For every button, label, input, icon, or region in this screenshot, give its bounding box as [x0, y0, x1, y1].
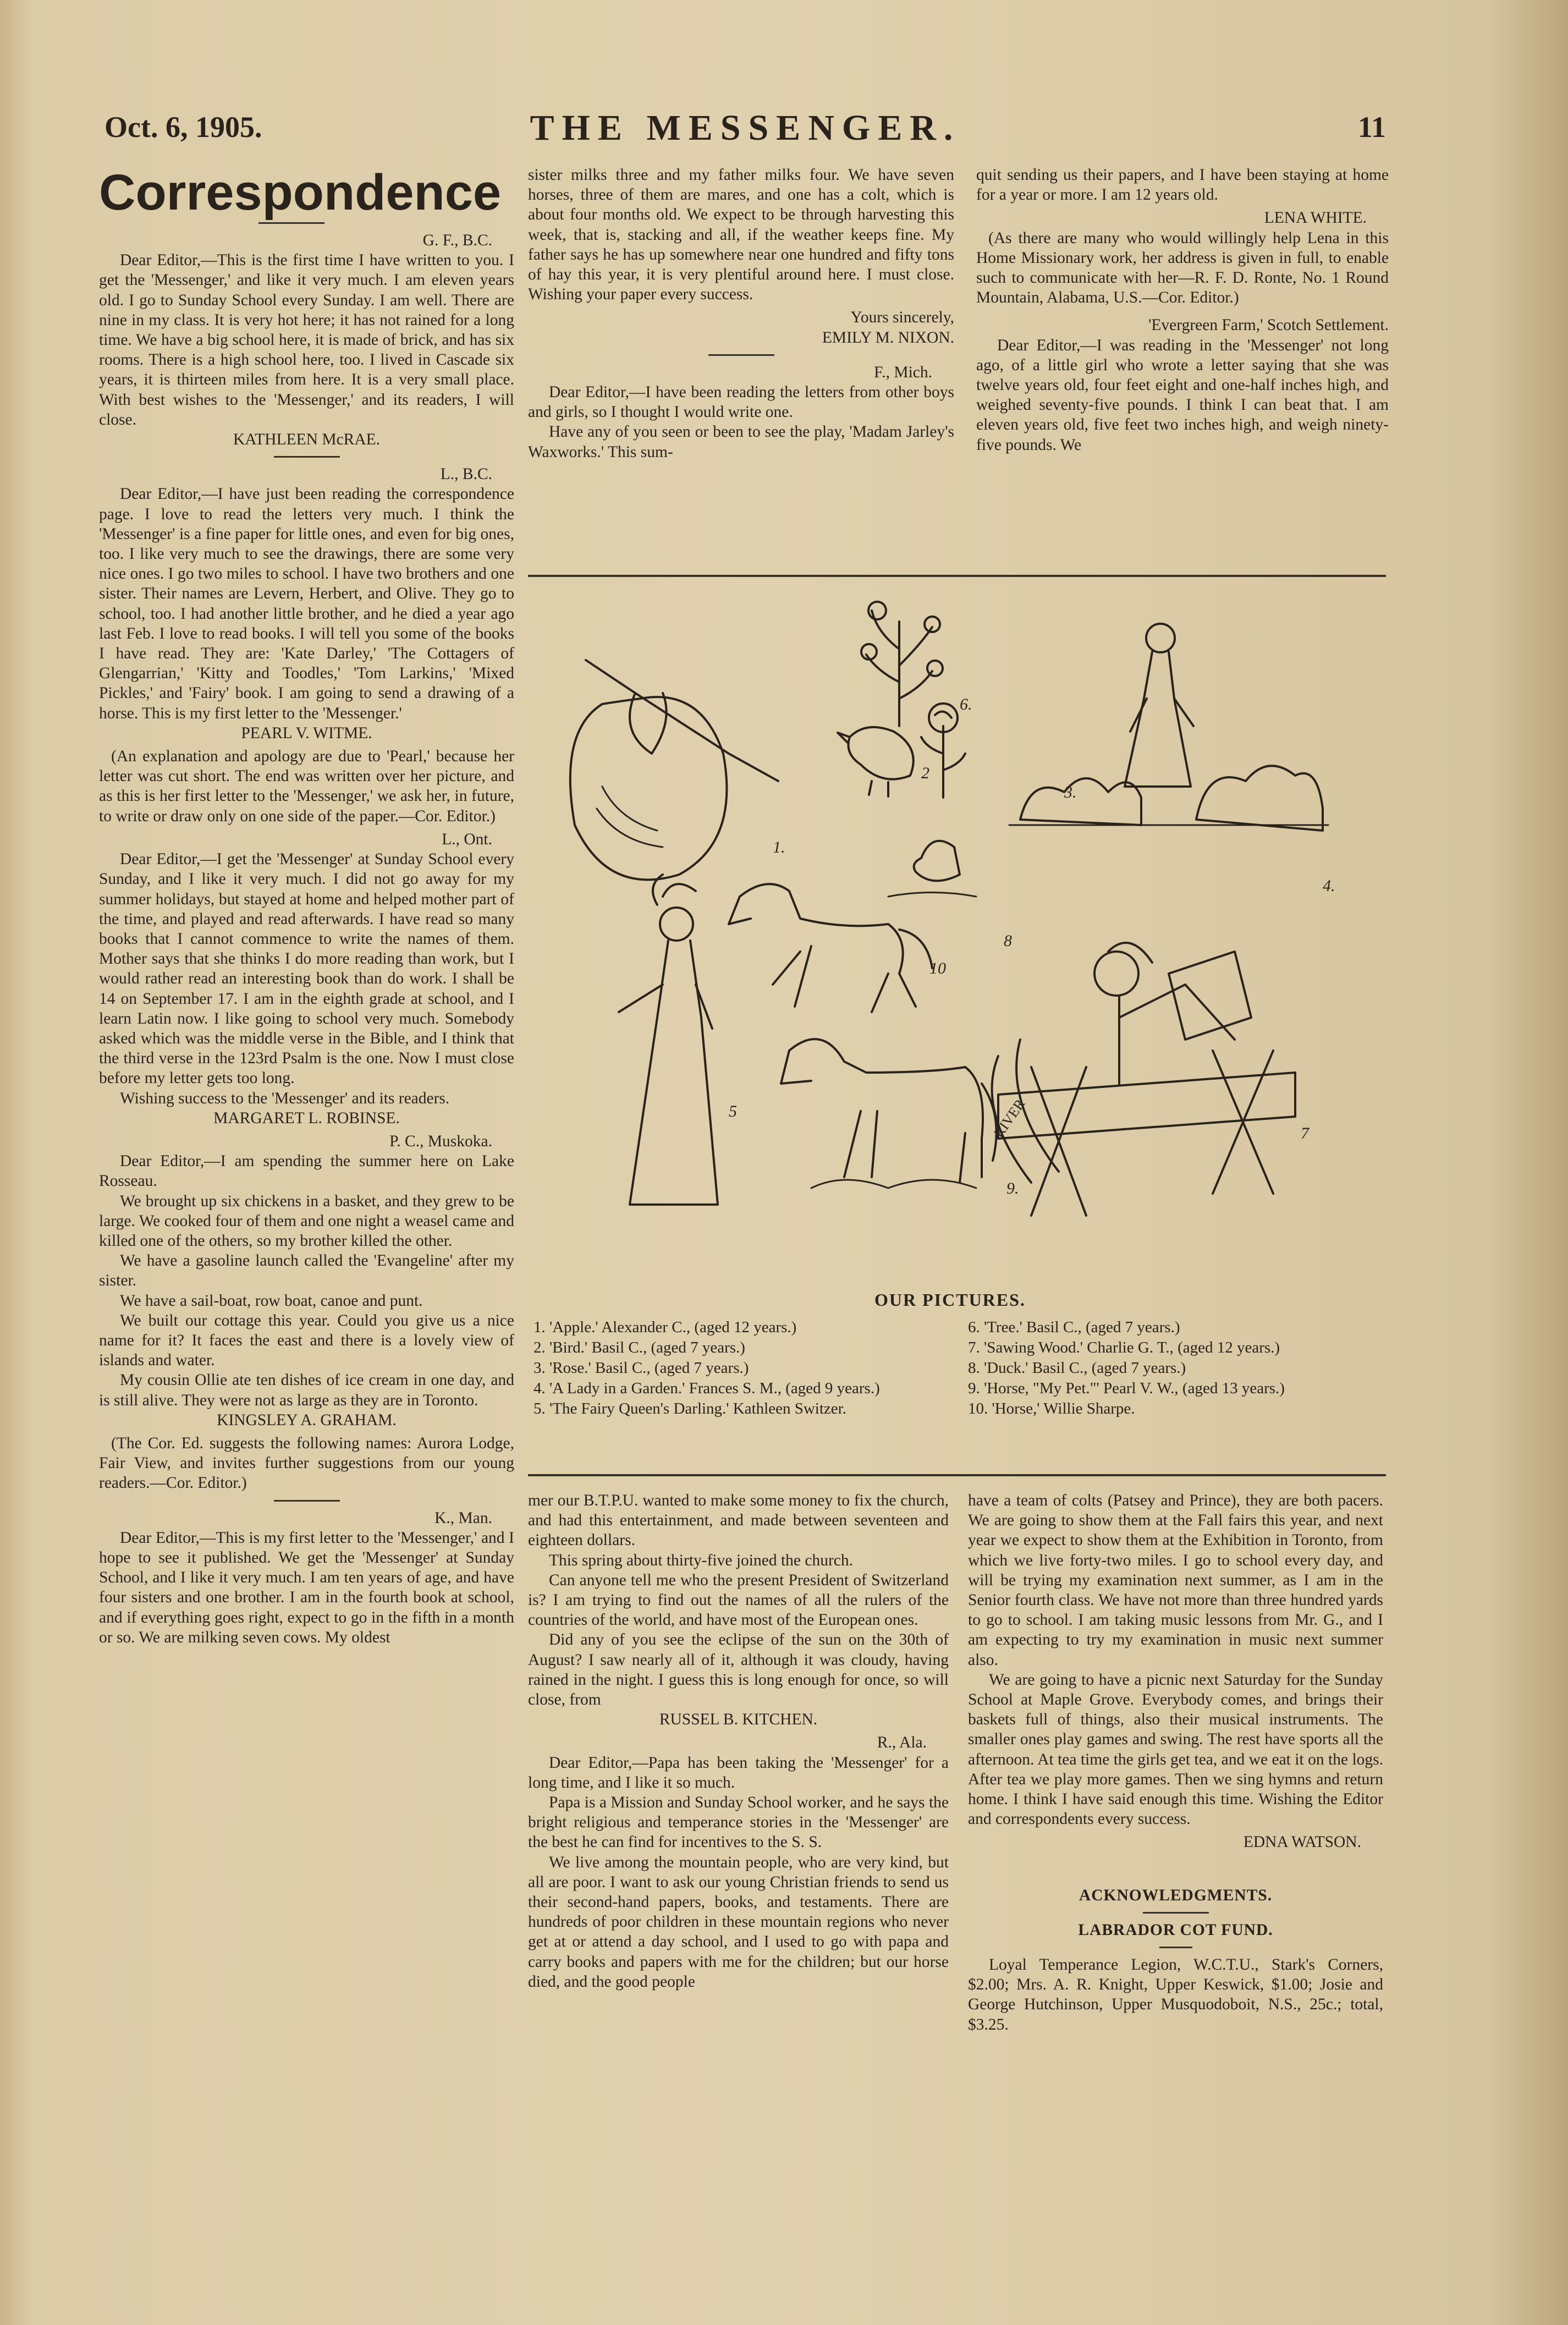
- letter-closing: Yours sincerely,: [850, 309, 954, 327]
- drawing-tree: [861, 602, 943, 726]
- column-2-top: [528, 165, 954, 462]
- section-title: Correspondence: [99, 164, 502, 221]
- editor-note: (The Cor. Ed. suggests the following names: Aurora Lodge, Fair View, and invites further suggestions from our young readers.—Cor. Editor.): [99, 1434, 514, 1492]
- divider: [1143, 1912, 1209, 1914]
- letter-place: F., Mich.: [874, 363, 932, 381]
- pictures-caption-right: [968, 1317, 1391, 1419]
- letter-body: mer our B.T.P.U. wanted to make some money to fix the church, and had this entertainment, and made between seventeen and eighteen dollars.: [528, 1492, 949, 1549]
- letter-body: My cousin Ollie ate ten dishes of ice cream in one day, and is still alive. They were not as large as they are in Toronto.: [99, 1371, 514, 1409]
- picture-number: 1.: [773, 838, 785, 856]
- divider: [274, 1500, 340, 1502]
- letter-body: Wishing success to the 'Messenger' and its readers.: [120, 1089, 450, 1107]
- letter-signature: MARGARET L. ROBINSE.: [213, 1109, 400, 1127]
- drawing-bird: [838, 727, 914, 796]
- letter-place: K., Man.: [434, 1509, 492, 1527]
- letter-body: This spring about thirty-five joined the church.: [549, 1551, 853, 1569]
- letter-signature: LENA WHITE.: [1264, 209, 1367, 227]
- acknowledgments-heading: ACKNOWLEDGMENTS.: [1079, 1886, 1273, 1904]
- section-rule: [528, 575, 1386, 577]
- section-rule: [528, 1474, 1386, 1476]
- caption-item: 2. 'Bird.' Basil C., (aged 7 years.): [533, 1339, 745, 1356]
- letter-body: Dear Editor,—I was reading in the 'Messenger' not long ago, of a little girl who wrote a letter saying that she was twelve years old, four feet eight and one-half inches high, and weighed seventy-five pounds. I think I can beat that. I am eleven years old, five feet two inches high, and weigh ninety-five pounds. We: [976, 336, 1389, 454]
- letter-body: quit sending us their papers, and I have been staying at home for a year or more. I am 12 years old.: [976, 166, 1389, 204]
- picture-number: 8: [1004, 932, 1012, 950]
- letter-body: We have a gasoline launch called the 'Evangeline' after my sister.: [99, 1252, 514, 1290]
- editor-note: (An explanation and apology are due to 'Pearl,' because her letter was cut short. The end was written over her picture, and as this is her first letter to the 'Messenger,' we ask her, in future, to write or draw only on one side of the paper.—Cor. Editor.): [99, 747, 514, 825]
- letter-body: We built our cottage this year. Could you give us a nice name for it? It faces the east and there is a lovely view of islands and water.: [99, 1311, 514, 1370]
- letter-body: Dear Editor,—This is the first time I have written to you. I get the 'Messenger,' and like it very much. I am eleven years old. I go to Sunday School every Sunday. I am well. There are nine in my class. It is very hot here; it has not rained for a long time. We have a big school here, it is made of brick, and has six rooms. There is a high school here, too. I lived in Cascade six years, it is thirteen miles from here. It is a very small place. With best wishes to the 'Messenger,' and its readers, I will close.: [99, 251, 514, 428]
- letter-place: P. C., Muskoka.: [389, 1132, 492, 1150]
- drawing-duck: [888, 841, 976, 897]
- letter-body: sister milks three and my father milks four. We have seven horses, three of them are mares, and one has a colt, which is about four months old. We expect to be through harvesting this week, that is, stacking and all, if the weather keeps fine. My father says he has up somewhere near one hundred and fifty tons of hay this year, it is very plentiful around here. I must close. Wishing your paper every success.: [528, 166, 954, 304]
- fund-body: Loyal Temperance Legion, W.C.T.U., Stark's Corners, $2.00; Mrs. A. R. Knight, Upper Keswick, $1.00; Josie and George Hutchinson, Upper Musquodoboit, N.S., 25c.; total, $3.25.: [968, 1956, 1383, 2033]
- caption-item: 10. 'Horse,' Willie Sharpe.: [968, 1400, 1135, 1417]
- drawing-sawing-wood: [998, 943, 1295, 1216]
- column-3-top: [976, 165, 1389, 455]
- letter-body: We live among the mountain people, who are very kind, but all are poor. I want to ask our young Christian friends to send us their second-hand papers, books, and testaments. There are hundreds of poor children in these mountain regions who never get at or attend a day school, and I used to go with papa and carry books and papers with me for the children; but our horse died, and the good people: [528, 1853, 949, 1991]
- picture-number: 7: [1301, 1124, 1309, 1142]
- column-1: [99, 165, 514, 1647]
- caption-item: 6. 'Tree.' Basil C., (aged 7 years.): [968, 1318, 1180, 1336]
- drawing-river: [992, 1040, 1059, 1183]
- letter-body: Dear Editor,—I have been reading the letters from other boys and girls, so I thought I would write one.: [528, 383, 954, 421]
- editor-note: (As there are many who would willingly help Lena in this Home Missionary work, her address is given in full, to enable such to communicate with her—R. F. D. Ronte, No. 1 Round Mountain, Alabama, U.S.—Cor. Editor.): [976, 229, 1389, 307]
- picture-number: 6.: [960, 695, 972, 713]
- spacer: [968, 1853, 1383, 1886]
- letter-signature: EDNA WATSON.: [1243, 1833, 1361, 1851]
- letter-body: Dear Editor,—Papa has been taking the 'Messenger' for a long time, and I like it so much.: [528, 1754, 949, 1791]
- river-label: RIVER: [991, 1096, 1028, 1141]
- letter-signature: EMILY M. NIXON.: [822, 328, 954, 347]
- issue-date: Oct. 6, 1905.: [104, 111, 262, 144]
- masthead-title: THE MESSENGER.: [530, 108, 961, 148]
- fund-heading: LABRADOR COT FUND.: [1078, 1921, 1273, 1939]
- picture-number: 4.: [1323, 877, 1335, 895]
- letter-place: L., Ont.: [442, 830, 492, 848]
- letter-body: Dear Editor,—I get the 'Messenger' at Sunday School every Sunday, and I like it very much. I did not go away for my summer holidays, but stayed at home and helped mother part of the time, and played and read afterwards. I have read so many books that I cannot commence to write the names of them. Mother says that she thinks I do more reading than work, but I would rather read an interesting book than do work. I shall be 14 on September 17. I am in the eighth grade at school, and I learn Latin now. I like going to school very much. Somebody asked which was the middle verse in the Bible, and I think that the third verse in the 123rd Psalm is the one. Now I must close before my letter gets too long.: [99, 850, 514, 1087]
- readers-drawings: [536, 589, 1394, 1293]
- page-number: 11: [1357, 111, 1386, 144]
- letter-body: Dear Editor,—I have just been reading the correspondence page. I love to read the letters very much. I think the 'Messenger' is a fine paper for little ones, and even for big ones, too. I like very much to see the drawings, there are some very nice ones. I go two miles to school. I have two brothers and one sister. Their names are Levern, Herbert, and Olive. They go to school, too. I had another little brother, and he died a year ago last Feb. I love to read books. I will tell you some of the books I have read. They are: 'Kate Darley,' 'The Cottagers of Glengarrian,' 'Kitty and Toodles,' 'Tom Larkins,' 'Mixed Pickles,' and 'Fairy' book. I am going to send a drawing of a horse. This is my first letter to the 'Messenger.': [99, 485, 514, 722]
- letter-body: Dear Editor,—This is my first letter to the 'Messenger,' and I hope to see it published. We get the 'Messenger' at Sunday School, and I like it very much. I am ten years of age, and have four sisters and one brother. I am in the fourth book at school, and if everything goes right, expect to go in the fifth in a month or so. We are milking seven cows. My oldest: [99, 1529, 514, 1646]
- pictures-caption-left: [533, 1317, 951, 1419]
- pictures-heading: OUR PICTURES.: [874, 1290, 1026, 1310]
- letter-place: G. F., B.C.: [422, 232, 492, 249]
- drawing-rose: [921, 703, 965, 798]
- picture-number: 5: [729, 1102, 737, 1120]
- letter-body: We are going to have a picnic next Saturday for the Sunday School at Maple Grove. Everybody comes, and brings their baskets full of things, also their musical instruments. The smaller ones play games and swing. The rest have sports all the afternoon. At tea time the girls get tea, and we eat it on the logs. After tea we play more games. Then we sing hymns and return home. I think I have said enough this time. Wishing the Editor and correspondents every success.: [968, 1670, 1383, 1828]
- letter-signature: RUSSEL B. KITCHEN.: [659, 1711, 818, 1729]
- caption-item: 5. 'The Fairy Queen's Darling.' Kathleen Switzer.: [533, 1400, 846, 1417]
- letter-body: We brought up six chickens in a basket, and they grew to be large. We cooked four of them and one night a weasel came and killed one of the others, so my brother killed the other.: [99, 1192, 514, 1250]
- drawing-lady-in-garden: [1009, 624, 1328, 831]
- letter-body: have a team of colts (Patsey and Prince), they are both pacers. We are going to show them at the Fall fairs this year, and next year we expect to show them at the Exhibition in Toronto, from which we live forty-two miles. I go to school every day, and will be trying my examination next summer, as I am in the Senior fourth class. We have not more than three hundred yards to go to school. I am taking music lessons from Mr. G., and I am expecting to try my examination in music next summer also.: [968, 1492, 1383, 1669]
- divider: [258, 222, 324, 224]
- caption-item: 3. 'Rose.' Basil C., (aged 7 years.): [533, 1359, 749, 1377]
- caption-item: 9. 'Horse, "My Pet."' Pearl V. W., (aged 13 years.): [968, 1379, 1285, 1397]
- divider: [274, 456, 340, 458]
- letter-body: Can anyone tell me who the present President of Switzerland is? I am trying to find out the names of all the rulers of the countries of the world, and have most of the European ones.: [528, 1571, 949, 1629]
- letter-place: L., B.C.: [440, 465, 492, 483]
- picture-number: 3.: [1064, 783, 1077, 801]
- caption-item: 7. 'Sawing Wood.' Charlie G. T., (aged 12 years.): [968, 1339, 1280, 1356]
- drawing-apple: [570, 660, 778, 880]
- picture-number: 10: [929, 959, 946, 977]
- drawing-fairy-queen: [619, 875, 718, 1205]
- caption-item: 8. 'Duck.' Basil C., (aged 7 years.): [968, 1359, 1186, 1377]
- letter-body: Did any of you see the eclipse of the sun on the 30th of August? I saw nearly all of it, although it was cloudy, having rained in the night. I guess this is long enough for once, so will close, from: [528, 1631, 949, 1709]
- drawing-horse-my-pet: [781, 1039, 997, 1188]
- column-2-bottom: [528, 1491, 949, 1992]
- letter-signature: PEARL V. WITME.: [241, 724, 372, 742]
- letter-body: Have any of you seen or been to see the play, 'Madam Jarley's Waxworks.' This sum-: [528, 423, 954, 461]
- caption-item: 4. 'A Lady in a Garden.' Frances S. M., (aged 9 years.): [533, 1379, 880, 1397]
- column-3-bottom: [968, 1491, 1383, 2035]
- drawing-horse-leaping: [729, 884, 932, 1012]
- letter-body: We have a sail-boat, row boat, canoe and punt.: [120, 1291, 423, 1310]
- letter-signature: KINGSLEY A. GRAHAM.: [217, 1411, 397, 1429]
- letter-body: Dear Editor,—I am spending the summer here on Lake Rosseau.: [99, 1152, 514, 1190]
- letter-body: Papa is a Mission and Sunday School worker, and he says the bright religious and temperance stories in the 'Messenger' are the best he can find for incentives to the S. S.: [528, 1794, 949, 1851]
- letter-place: 'Evergreen Farm,' Scotch Settlement.: [1148, 316, 1389, 334]
- picture-number: 2: [921, 764, 929, 782]
- page-header: [104, 107, 1386, 157]
- divider: [1159, 1947, 1192, 1948]
- letter-signature: KATHLEEN McRAE.: [233, 431, 381, 449]
- letter-place: R., Ala.: [877, 1734, 927, 1752]
- caption-item: 1. 'Apple.' Alexander C., (aged 12 years.): [533, 1318, 797, 1336]
- picture-number: 9.: [1006, 1179, 1019, 1197]
- divider: [708, 354, 774, 356]
